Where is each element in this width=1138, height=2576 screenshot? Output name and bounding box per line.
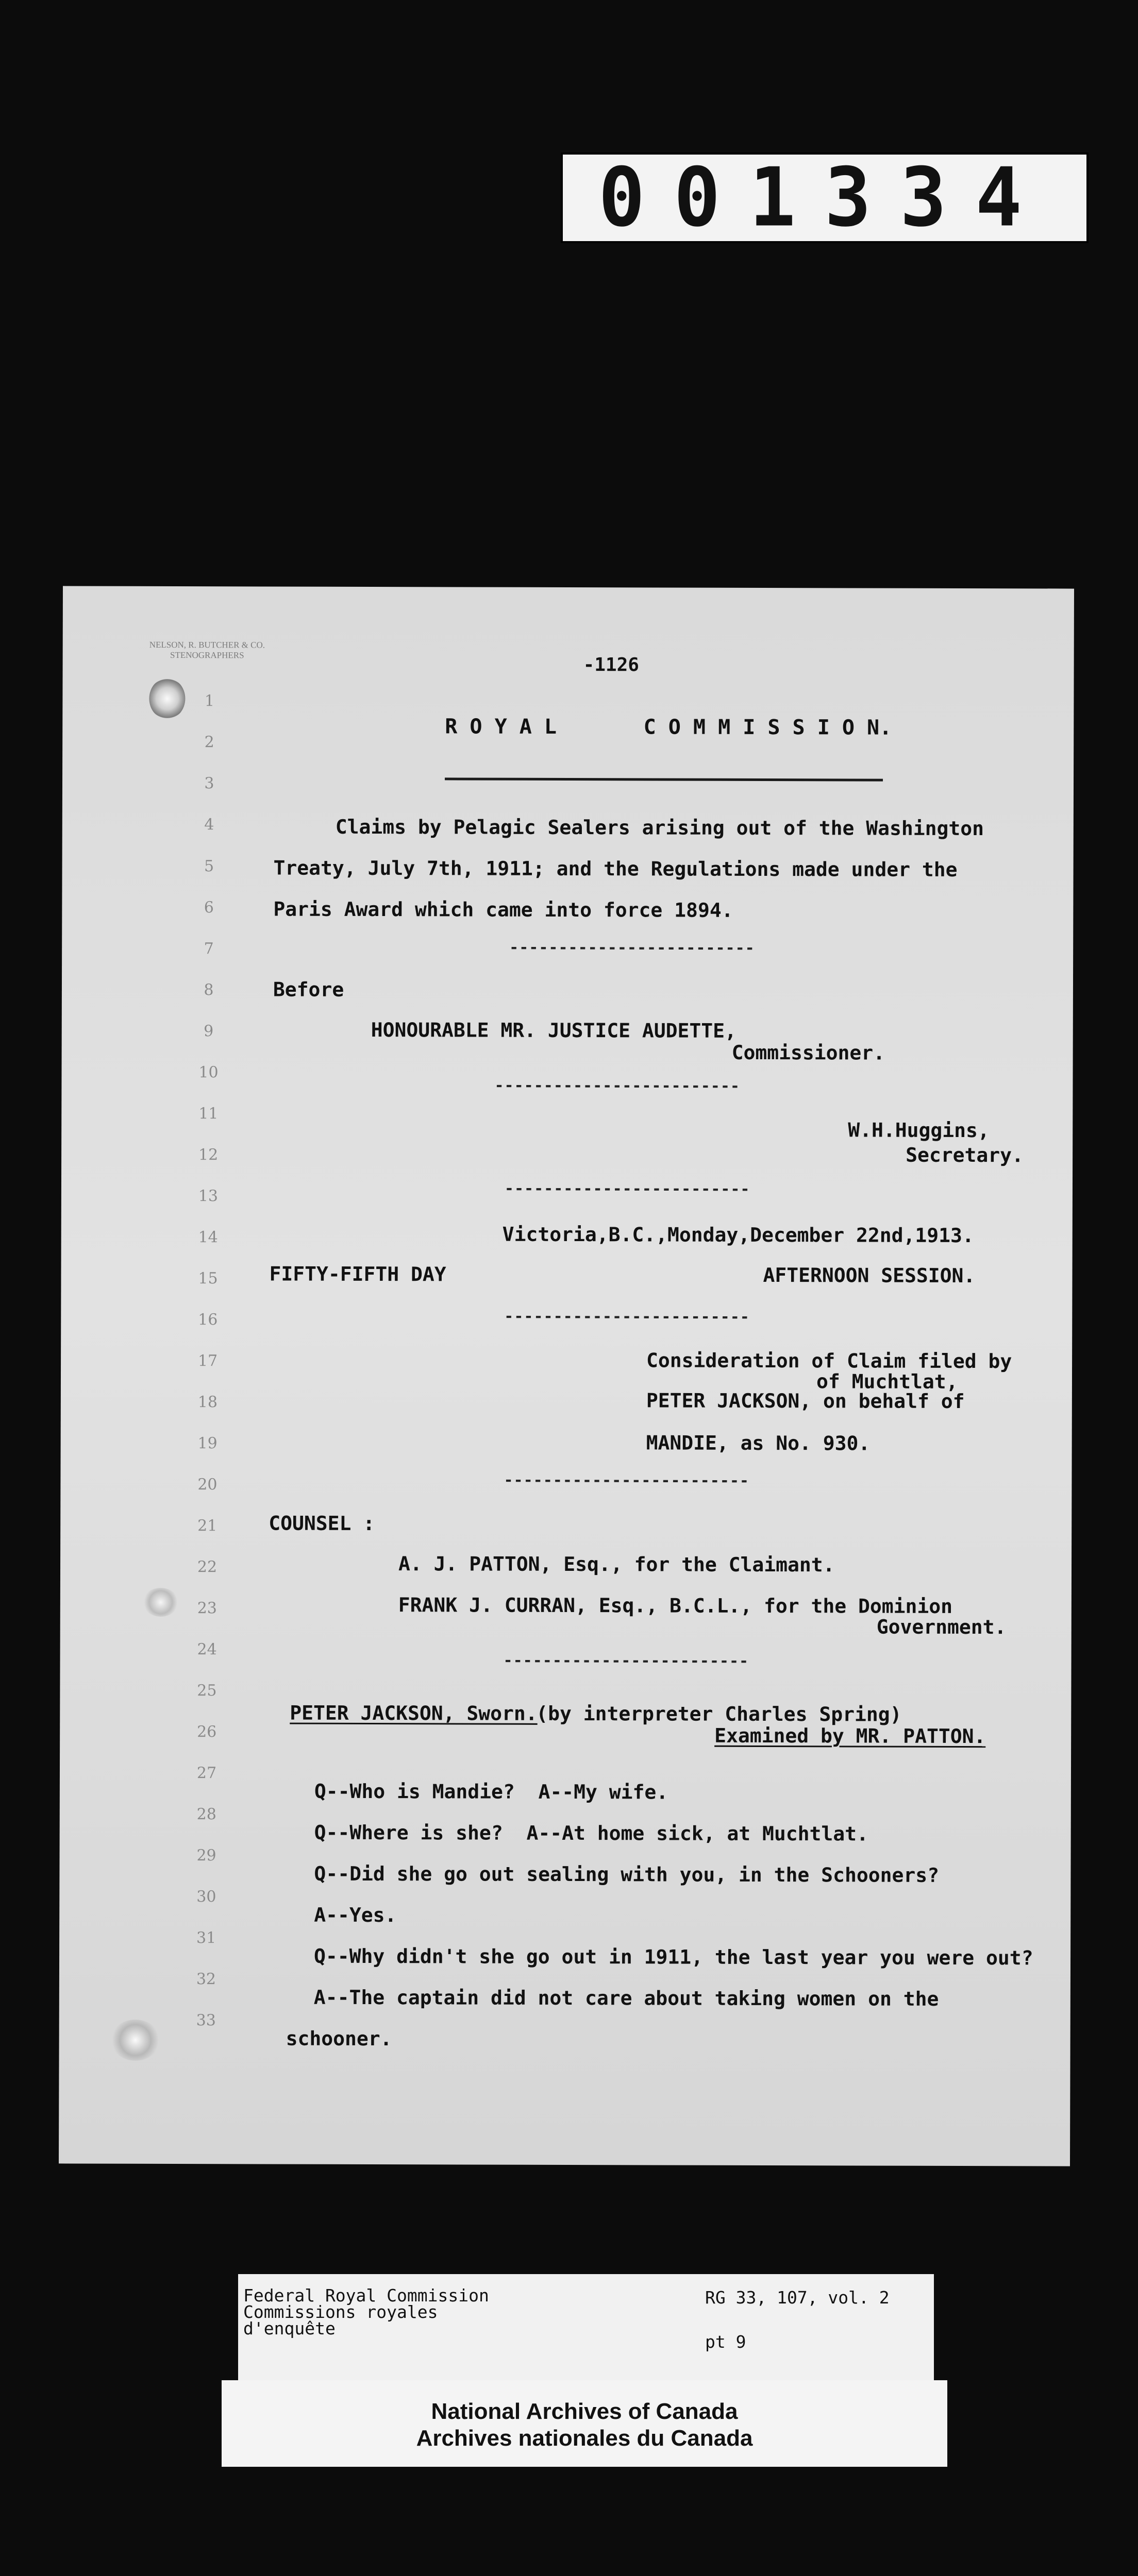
frame-number-text: 001334	[598, 150, 1051, 245]
line-number: 10	[198, 1063, 219, 1082]
label-part: pt 9	[705, 2332, 746, 2352]
line-number: 1	[204, 692, 215, 710]
counsel-heading: COUNSEL :	[269, 1512, 375, 1535]
qa-line: A--The captain did not care about taking women on the	[313, 1986, 939, 2010]
line-number: 30	[196, 1888, 216, 1906]
claims-line-2: Treaty, July 7th, 1911; and the Regulations made under the	[273, 856, 958, 881]
qa-line: Q--Did she go out sealing with you, in the Schooners?	[314, 1862, 940, 1887]
label-reference: RG 33, 107, vol. 2	[705, 2287, 890, 2308]
commissioner-title: Commissioner.	[731, 1041, 885, 1064]
line-number: 21	[197, 1517, 217, 1535]
line-number: 22	[197, 1558, 217, 1577]
archive-name-label	[222, 2380, 947, 2467]
qa-line: A--Yes.	[314, 1903, 397, 1927]
line-number: 13	[198, 1187, 219, 1206]
consideration-line-2: PETER JACKSON, on behalf of	[646, 1389, 965, 1413]
line-number: 33	[196, 2011, 216, 2030]
line-number: 7	[204, 940, 214, 958]
line-number: 17	[197, 1352, 218, 1370]
archive-name-french: Archives nationales du Canada	[416, 2426, 753, 2451]
paper-stain	[111, 2020, 160, 2061]
line-number: 29	[196, 1846, 216, 1865]
line-number: 3	[204, 774, 214, 793]
archive-reference-label	[238, 2274, 934, 2383]
document-page	[59, 586, 1074, 2166]
line-number: 23	[197, 1599, 217, 1618]
line-number: 32	[196, 1970, 216, 1989]
secretary-title: Secretary.	[906, 1143, 1024, 1167]
line-number: 4	[204, 816, 214, 834]
separator-5: -------------------------	[504, 1471, 750, 1490]
line-number: 9	[204, 1022, 214, 1041]
consideration-line-1: Consideration of Claim filed by	[646, 1349, 1012, 1373]
counsel-dominion-cont: Government.	[876, 1615, 1007, 1639]
frame-number-label	[561, 152, 1089, 243]
session-label: AFTERNOON SESSION.	[763, 1263, 976, 1287]
qa-line: schooner.	[286, 2027, 392, 2050]
separator-2: -------------------------	[494, 1076, 741, 1095]
line-number: 31	[196, 1929, 216, 1947]
separator-6: -------------------------	[503, 1651, 749, 1670]
line-number: 18	[197, 1393, 218, 1412]
before-label: Before	[273, 978, 344, 1001]
stenographer-label: STENOGRAPHERS	[170, 650, 244, 660]
line-number: 15	[198, 1269, 218, 1288]
line-number: 27	[196, 1764, 217, 1783]
line-number: 11	[198, 1105, 219, 1123]
line-number: 19	[197, 1434, 217, 1453]
page-number: -1126	[583, 654, 640, 676]
line-number: 12	[198, 1146, 219, 1164]
paper-stain	[149, 678, 185, 719]
line-number: 25	[197, 1682, 217, 1700]
label-enquete: d'enquête	[243, 2318, 336, 2338]
line-number: 28	[196, 1805, 216, 1824]
line-number: 8	[204, 981, 214, 999]
line-number: 14	[198, 1228, 218, 1247]
place-date: Victoria,B.C.,Monday,December 22nd,1913.	[502, 1223, 974, 1247]
witness-name: PETER JACKSON, Sworn.	[290, 1701, 538, 1725]
consideration-line-3: MANDIE, as No. 930.	[646, 1431, 871, 1455]
secretary-name: W.H.Huggins,	[848, 1118, 990, 1142]
line-number: 16	[198, 1311, 218, 1329]
label-commission-fr: Commissions royales	[243, 2302, 438, 2322]
day-label: FIFTY-FIFTH DAY	[269, 1262, 446, 1286]
claims-line-3: Paris Award which came into force 1894.	[273, 897, 733, 922]
paper-stain	[143, 1588, 179, 1617]
justice-name: HONOURABLE MR. JUSTICE AUDETTE,	[371, 1019, 737, 1042]
title-underline	[445, 777, 883, 781]
qa-line: Q--Who is Mandie? A--My wife.	[314, 1780, 668, 1804]
examined-by: Examined by MR. PATTON.	[714, 1724, 986, 1748]
qa-line: Q--Where is she? A--At home sick, at Muchtlat.	[314, 1821, 868, 1845]
separator-3: -------------------------	[504, 1179, 750, 1198]
line-number: 20	[197, 1476, 217, 1494]
stenographer-name: NELSON, R. BUTCHER & CO.	[149, 639, 265, 650]
counsel-dominion: FRANK J. CURRAN, Esq., B.C.L., for the Dominion	[398, 1594, 953, 1618]
archive-name-english: National Archives of Canada	[431, 2399, 738, 2424]
qa-line: Q--Why didn't she go out in 1911, the last year you were out?	[313, 1944, 1033, 1970]
line-number: 5	[204, 857, 214, 876]
counsel-claimant: A. J. PATTON, Esq., for the Claimant.	[398, 1552, 835, 1577]
document-title: R O Y A L C O M M I S S I O N.	[445, 715, 892, 740]
line-number: 2	[204, 733, 214, 752]
interpreter-note: (by interpreter Charles Spring)	[536, 1702, 902, 1726]
line-number: 24	[197, 1640, 217, 1659]
stenographer-imprint	[149, 640, 265, 661]
label-commission-en: Federal Royal Commission	[243, 2285, 489, 2306]
separator-4: -------------------------	[504, 1307, 750, 1326]
line-number: 26	[197, 1723, 217, 1741]
separator-1: -------------------------	[509, 938, 755, 957]
consideration-insert: of Muchtlat,	[816, 1370, 958, 1393]
line-number: 6	[204, 899, 214, 917]
claims-line-1: Claims by Pelagic Sealers arising out of the Washington	[335, 815, 984, 840]
